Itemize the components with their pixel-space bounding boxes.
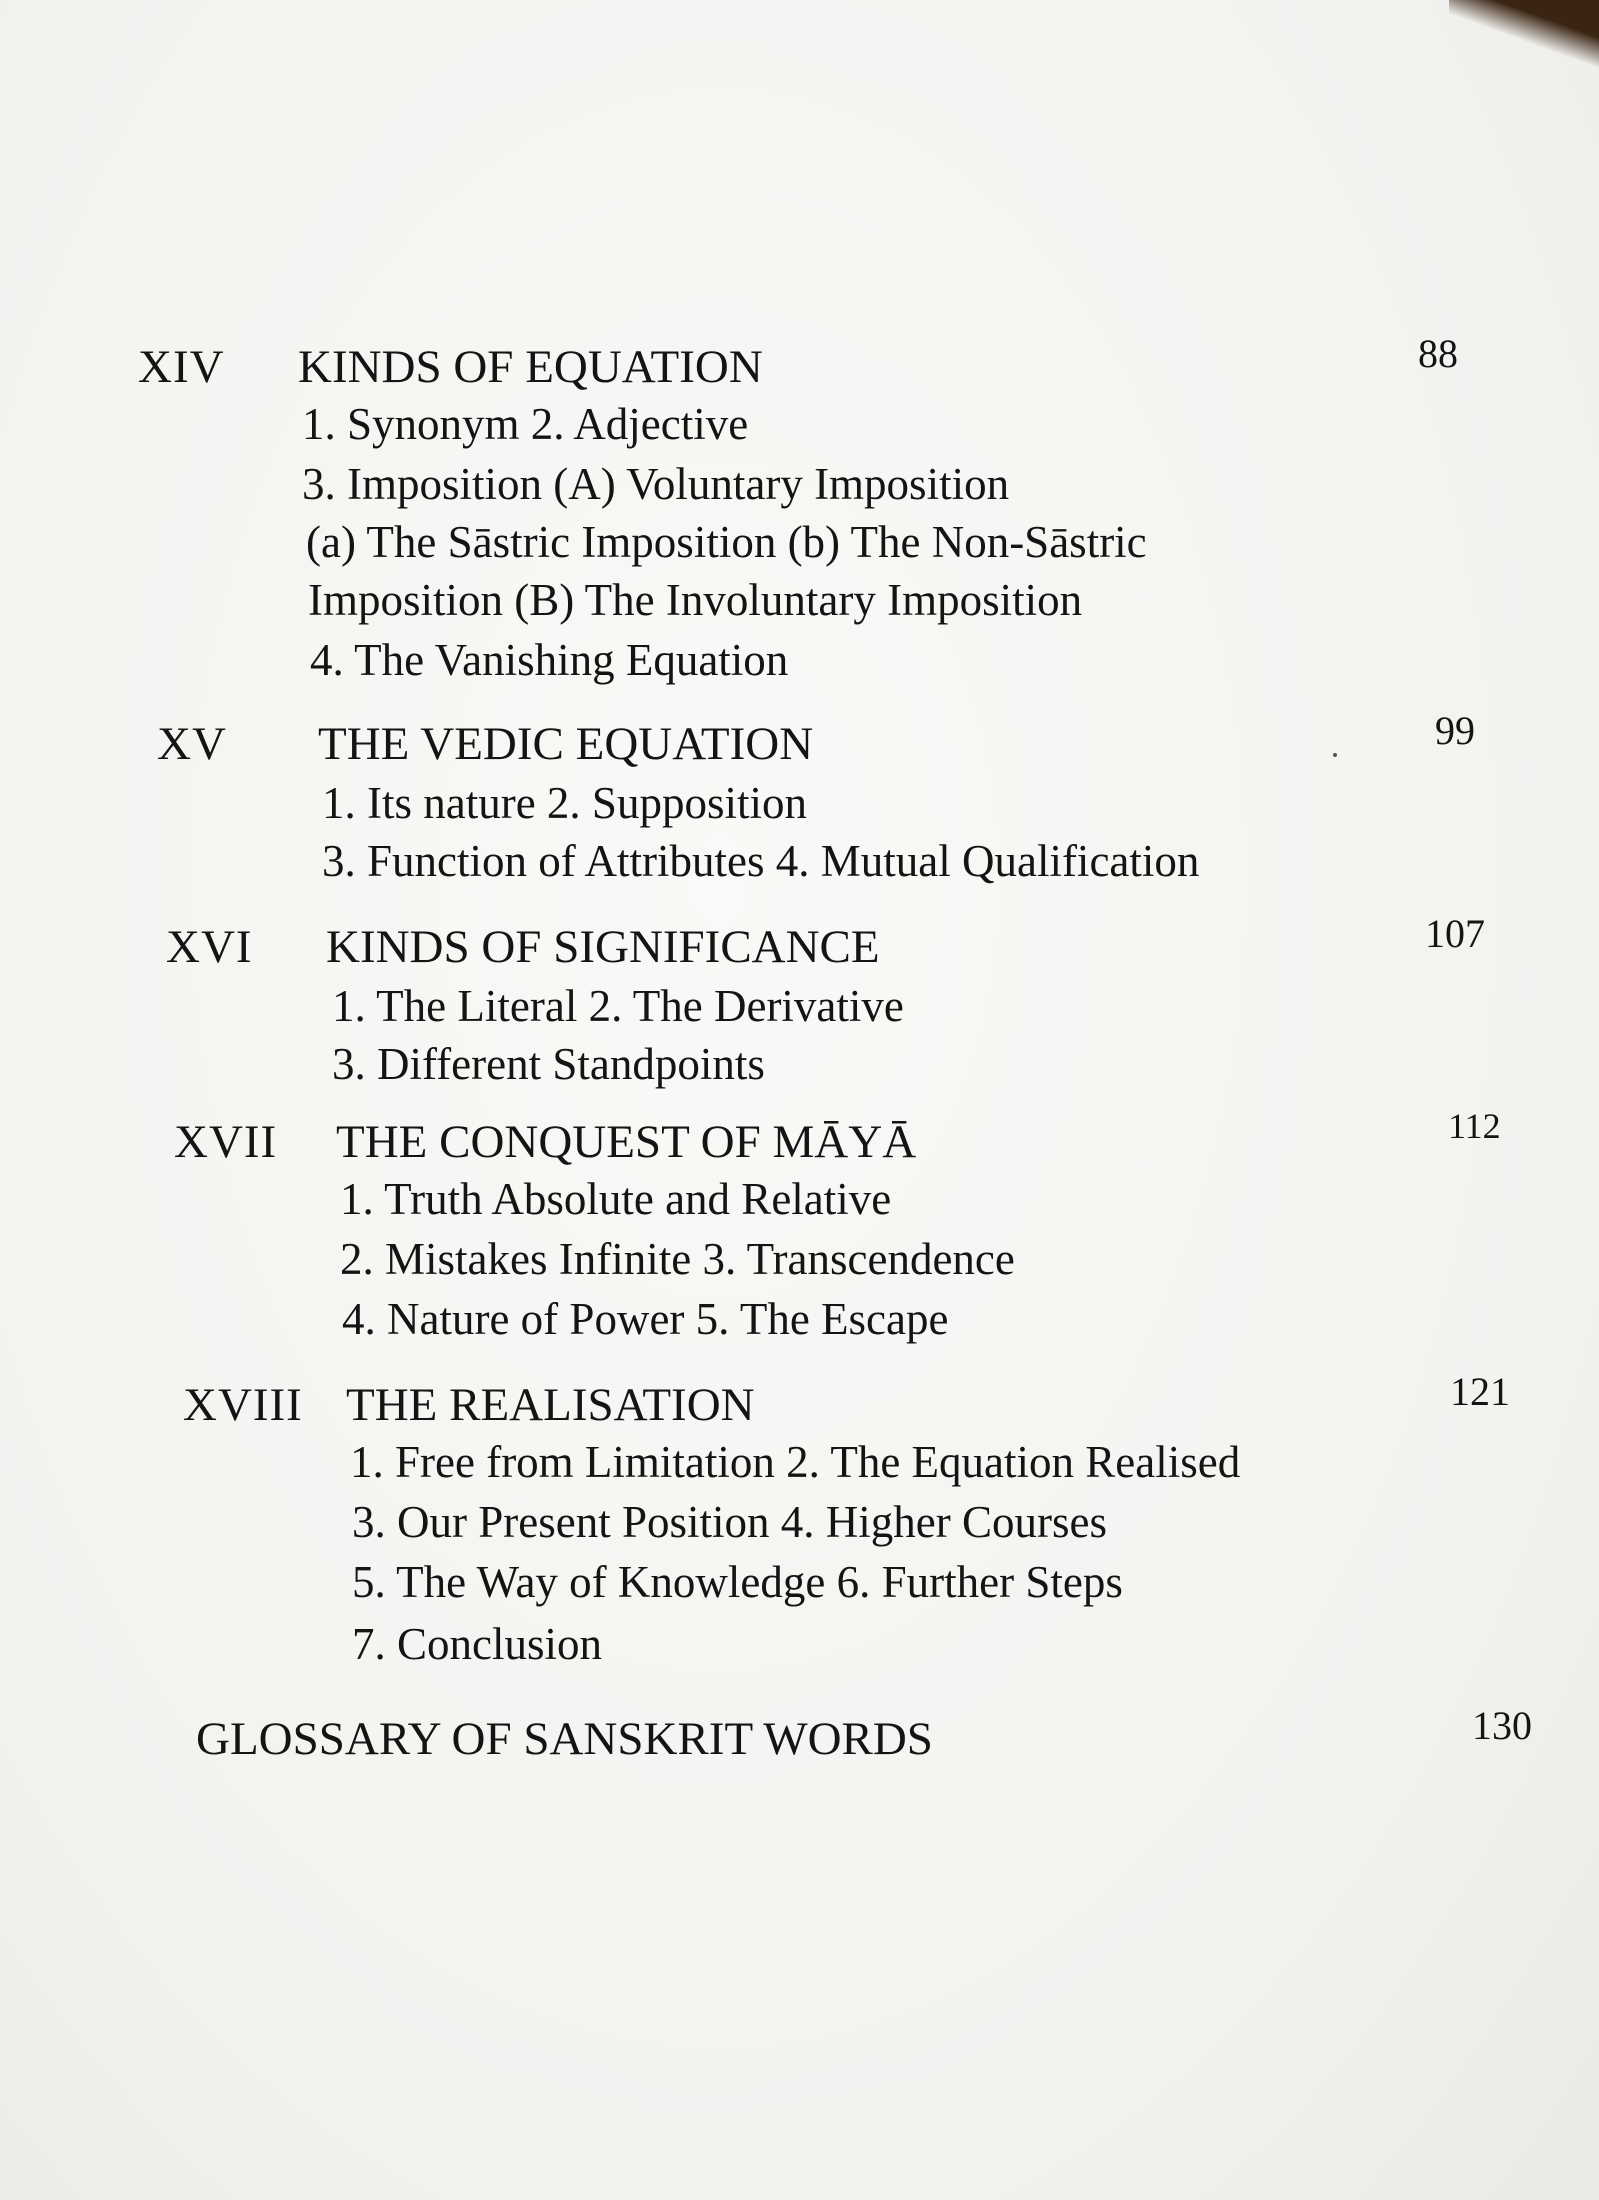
chapter-subtopic: 3. Our Present Position 4. Higher Courses — [352, 1497, 1107, 1547]
chapter-numeral: XV — [157, 718, 227, 770]
chapter-subtopic: 3. Imposition (A) Voluntary Imposition — [302, 459, 1010, 509]
chapter-page-number: 107 — [1425, 911, 1485, 956]
chapter-page-number: 88 — [1418, 331, 1458, 376]
chapter-subtopic: 3. Function of Attributes 4. Mutual Qualification — [322, 836, 1200, 886]
chapter-subtopic: 1. Free from Limitation 2. The Equation Realised — [350, 1437, 1241, 1487]
chapter-numeral: XVI — [166, 921, 253, 973]
chapter-subtopic: 7. Conclusion — [352, 1619, 603, 1669]
glossary-page-number: 130 — [1472, 1703, 1532, 1748]
chapter-subtopic: 4. Nature of Power 5. The Escape — [342, 1294, 949, 1344]
chapter-subtopic: 1. Truth Absolute and Relative — [340, 1174, 892, 1224]
chapter-title: KINDS OF EQUATION — [298, 341, 763, 393]
chapter-subtopic: 4. The Vanishing Equation — [310, 635, 789, 685]
chapter-title: THE CONQUEST OF MĀYĀ — [336, 1116, 917, 1168]
glossary-title: GLOSSARY OF SANSKRIT WORDS — [196, 1713, 933, 1765]
chapter-title: THE VEDIC EQUATION — [318, 718, 814, 770]
chapter-numeral: XVIII — [183, 1379, 303, 1431]
chapter-subtopic: 3. Different Standpoints — [332, 1039, 765, 1089]
chapter-subtopic: 5. The Way of Knowledge 6. Further Steps — [352, 1557, 1123, 1607]
chapter-subtopic: 1. Its nature 2. Supposition — [322, 778, 807, 828]
chapter-subtopic: 2. Mistakes Infinite 3. Transcendence — [340, 1234, 1015, 1284]
chapter-title: KINDS OF SIGNIFICANCE — [326, 921, 880, 973]
chapter-subtopic: (a) The Sāstric Imposition (b) The Non-Sāstric — [306, 517, 1147, 567]
chapter-subtopic: 1. Synonym 2. Adjective — [302, 399, 749, 449]
chapter-subtopic: Imposition (B) The Involuntary Imposition — [308, 575, 1083, 625]
chapter-page-number: 112 — [1448, 1106, 1501, 1146]
stray-dot — [1333, 753, 1337, 757]
chapter-numeral: XIV — [138, 341, 225, 393]
chapter-title: THE REALISATION — [346, 1379, 755, 1431]
chapter-subtopic: 1. The Literal 2. The Derivative — [332, 981, 904, 1031]
chapter-page-number: 99 — [1435, 708, 1475, 753]
chapter-page-number: 121 — [1450, 1369, 1510, 1414]
chapter-numeral: XVII — [174, 1116, 278, 1168]
